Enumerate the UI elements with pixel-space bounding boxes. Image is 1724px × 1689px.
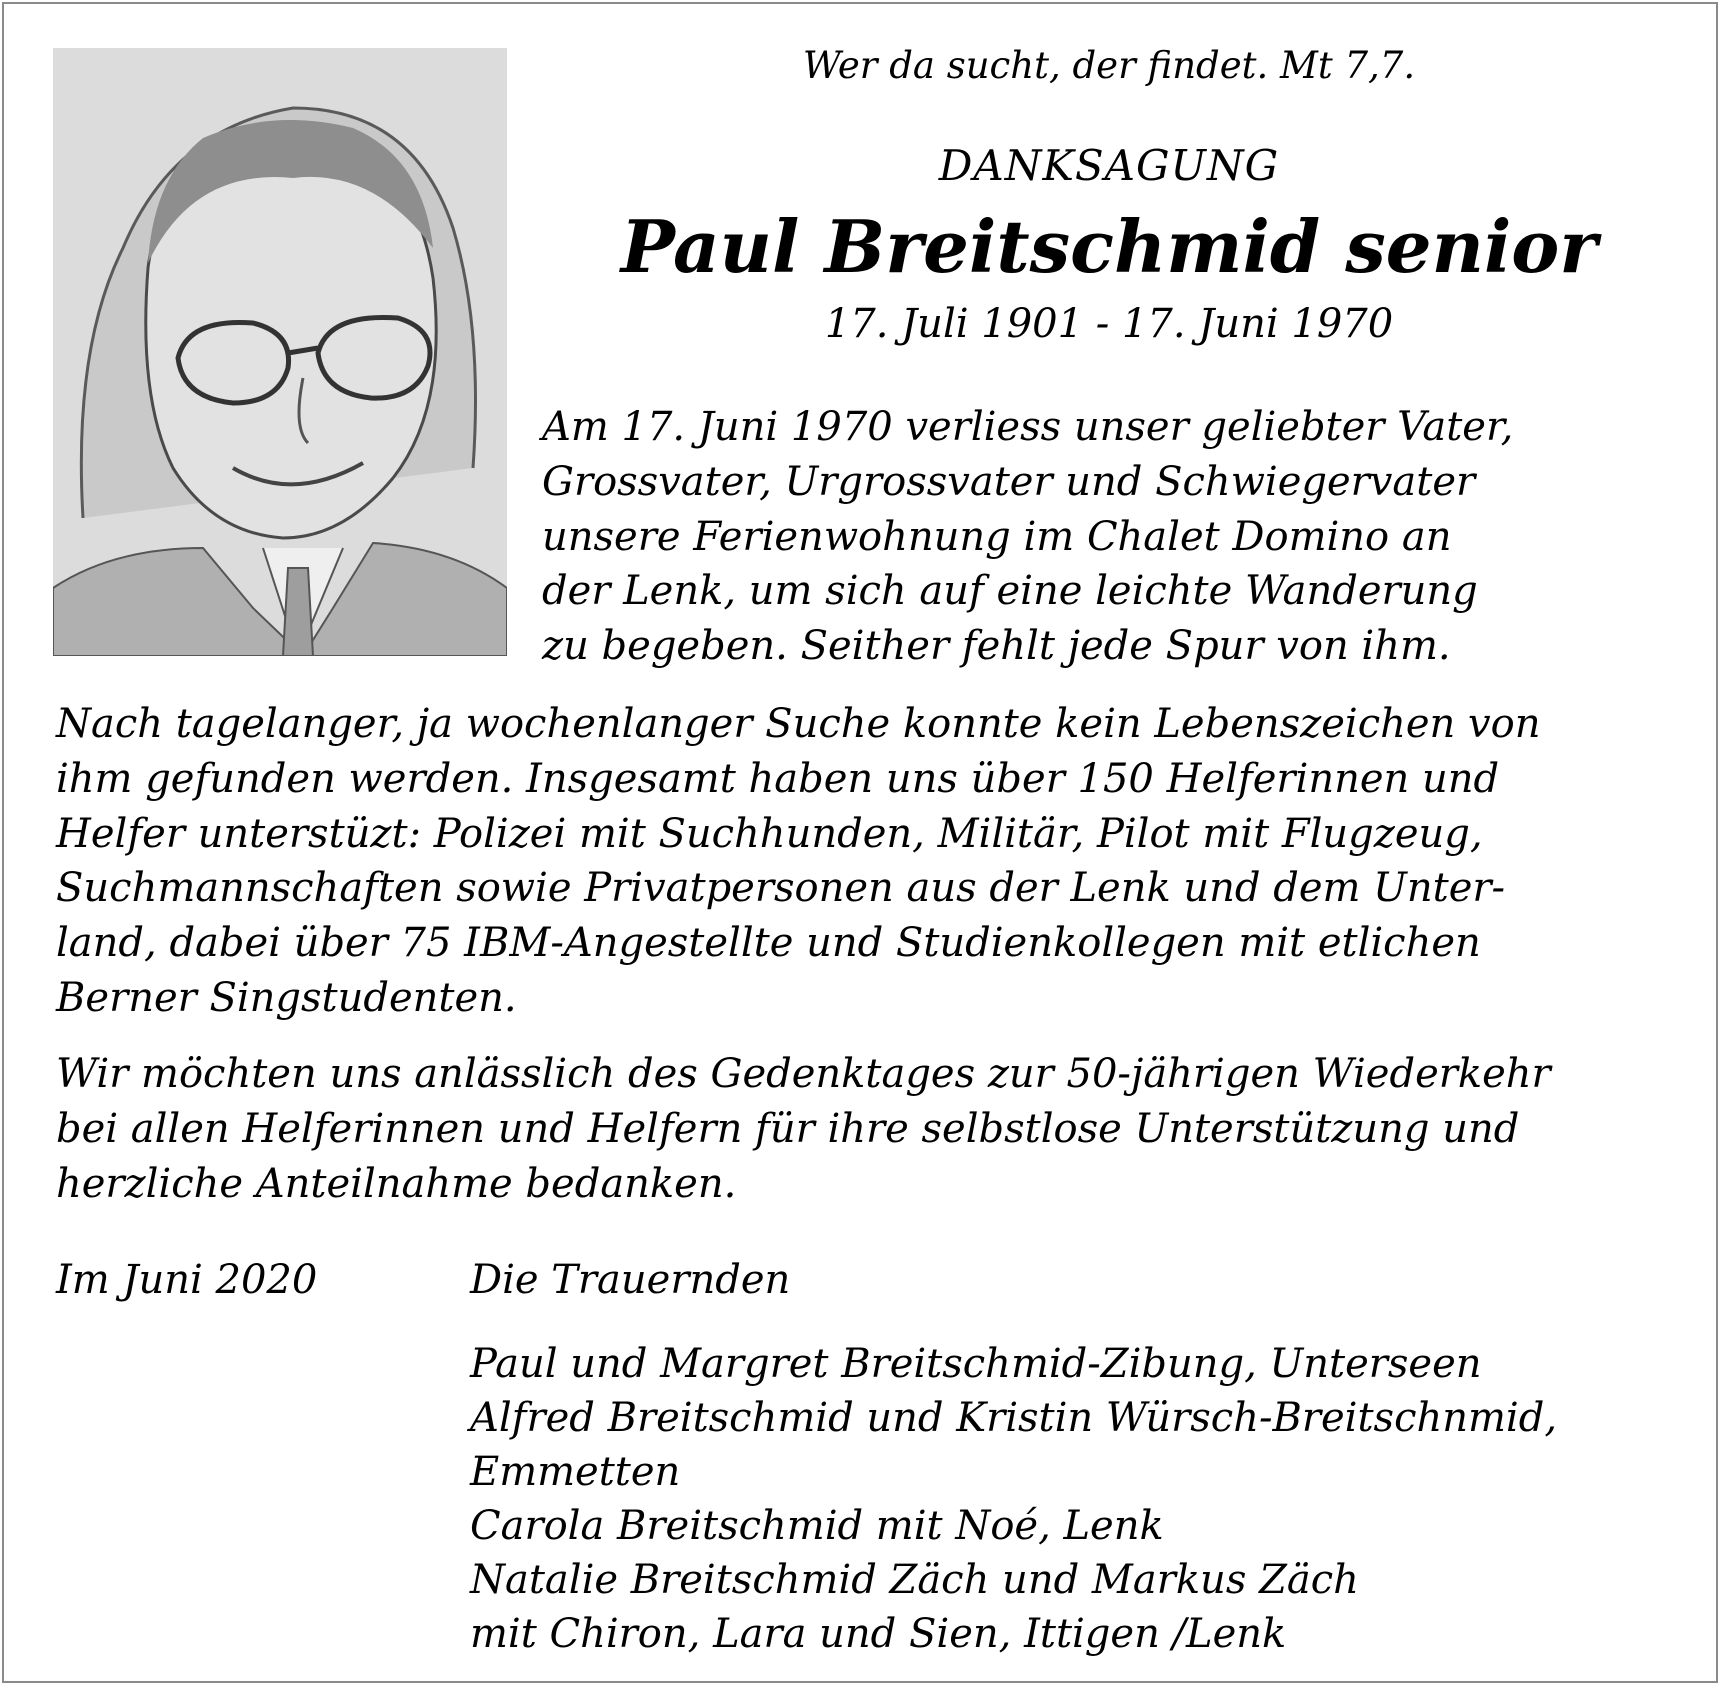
life-dates: 17. Juli 1901 - 17. Juni 1970 xyxy=(824,301,1394,347)
paragraph-search xyxy=(56,697,1540,1026)
deceased-name: Paul Breitschmid senior xyxy=(620,204,1598,289)
text-line: Helfer unterstüzt: Polizei mit Suchhunden, Militär, Pilot mit Flugzeug, xyxy=(56,810,1483,857)
text-line: bei allen Helferinnen und Helfern für ihre selbstlose Unterstützung und xyxy=(56,1105,1520,1152)
place-date: Im Juni 2020 xyxy=(56,1257,318,1303)
mourner-line: mit Chiron, Lara und Sien, Ittigen /Lenk xyxy=(470,1611,1287,1657)
paragraph-thanks xyxy=(56,1047,1551,1211)
bible-verse: Wer da sucht, der findet. Mt 7,7. xyxy=(802,44,1416,87)
mourner-line: Carola Breitschmid mit Noé, Lenk xyxy=(470,1503,1164,1549)
text-line: Berner Singstudenten. xyxy=(56,974,517,1021)
mourner-line: Alfred Breitschmid und Kristin Würsch-Breitschnmid, xyxy=(470,1395,1558,1441)
mourner-line: Emmetten xyxy=(470,1449,681,1495)
text-line: Grossvater, Urgrossvater und Schwiegervater xyxy=(542,458,1476,505)
obituary-notice xyxy=(2,2,1718,1683)
text-line: ihm gefunden werden. Insgesamt haben uns über 150 Helferinnen und xyxy=(56,755,1500,802)
notice-heading: DANKSAGUNG xyxy=(938,141,1280,190)
portrait-drawing xyxy=(53,48,507,656)
text-line: Nach tagelanger, ja wochenlanger Suche konnte kein Lebenszeichen von xyxy=(56,701,1541,747)
mourner-line: Paul und Margret Breitschmid-Zibung, Unterseen xyxy=(470,1341,1482,1387)
paragraph-disappearance xyxy=(542,400,1513,674)
portrait-sketch xyxy=(53,48,507,656)
mourners-list xyxy=(470,1337,1557,1661)
text-line: Suchmannschaften sowie Privatpersonen aus der Lenk und dem Unter- xyxy=(56,865,1506,912)
text-line: land, dabei über 75 IBM-Angestellte und Studienkollegen mit etlichen xyxy=(56,920,1481,967)
text-line: zu begeben. Seither fehlt jede Spur von ihm. xyxy=(542,623,1451,670)
text-line: unsere Ferienwohnung im Chalet Domino an xyxy=(542,513,1452,560)
text-line: Wir möchten uns anlässlich des Gedenktages zur 50-jährigen Wiederkehr xyxy=(56,1051,1551,1097)
mourner-line: Natalie Breitschmid Zäch und Markus Zäch xyxy=(470,1557,1359,1603)
signature-label: Die Trauernden xyxy=(470,1257,791,1303)
text-line: Am 17. Juni 1970 verliess unser geliebter Vater, xyxy=(542,404,1514,450)
text-line: der Lenk, um sich auf eine leichte Wanderung xyxy=(542,568,1478,615)
text-line: herzliche Anteilnahme bedanken. xyxy=(56,1160,737,1207)
